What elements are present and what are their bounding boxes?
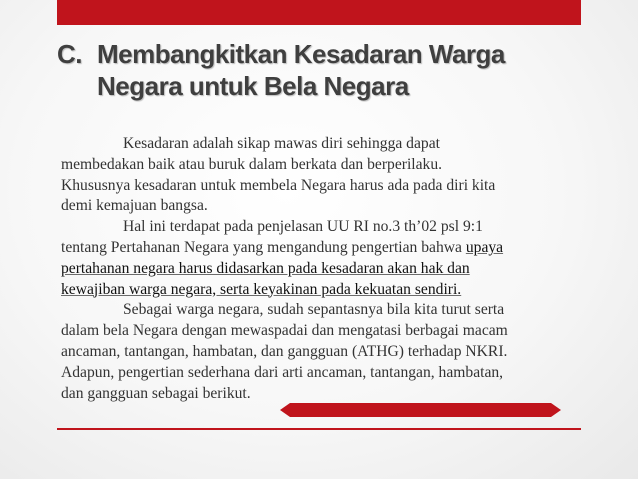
title-line-2 [57,70,597,102]
title-text-1: Membangkitkan Kesadaran Warga [97,39,505,69]
text-line: Khususnya kesadaran untuk membela Negara harus ada pada diri kita [61,176,496,194]
title-text-2: Negara untuk Bela Negara [97,71,409,101]
text-line [61,238,581,259]
red-arrow-shape [280,402,561,418]
text-line: Adapun, pengertian sederhana dari arti ancaman, tantangan, hambatan, [61,363,504,381]
text-line: demi kemajuan bangsa. [61,197,208,215]
text-line: membedakan baik atau buruk dalam berkata dan berperilaku. [61,155,443,173]
text-line: ancaman, tantangan, hambatan, dan gangguan (ATHG) terhadap NKRI. [61,342,508,360]
text-line: Hal ini terdapat pada penjelasan UU RI no.3 th’02 psl 9:1 [123,218,483,236]
highlighted-text: upaya [465,238,504,256]
top-accent-bar [57,0,581,25]
highlighted-line: pertahanan negara harus didasarkan pada kesadaran akan hak dan [61,259,470,277]
slide-title [57,38,597,102]
text-line: Sebagai warga negara, sudah sepantasnya bila kita turut serta [123,301,505,319]
highlighted-line: kewajiban warga negara, serta keyakinan pada kekuatan sendiri. [61,280,462,298]
text-line: dalam bela Negara dengan mewaspadai dan mengatasi berbagai macam [61,322,508,340]
text-segment: tentang Pertahanan Negara yang mengandung pengertian bahwa [61,238,466,256]
bottom-divider [57,428,581,430]
title-marker: C. [57,39,82,69]
text-line: dan gangguan sebagai berikut. [61,384,251,402]
text-line: Kesadaran adalah sikap mawas diri sehingga dapat [123,135,440,152]
title-line-1 [57,38,597,70]
body-text [61,134,581,404]
